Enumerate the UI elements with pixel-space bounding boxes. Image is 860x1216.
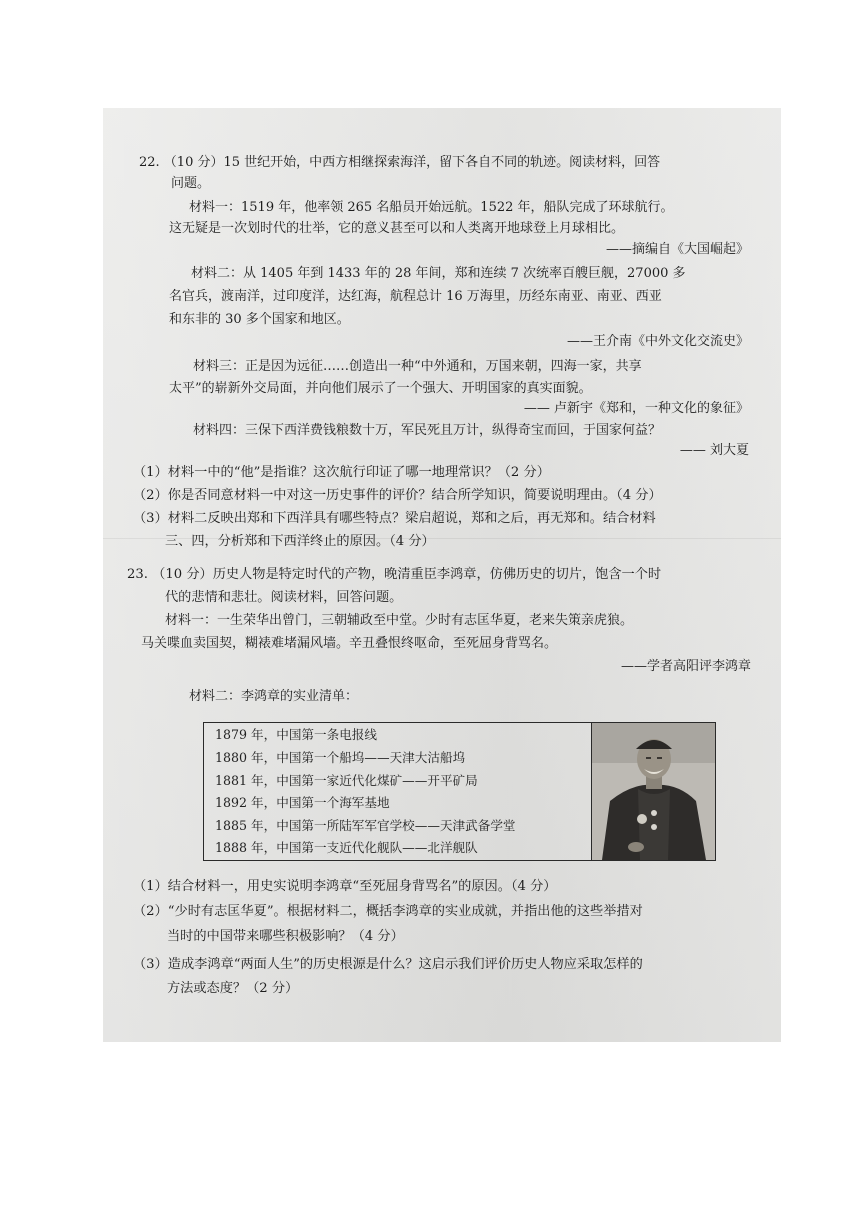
q22-material3-line2: 太平”的崭新外交局面，并向他们展示了一个强大、开明国家的真实面貌。 [169, 381, 592, 396]
industry-row: 1881 年，中国第一家近代化煤矿——开平矿局 [215, 773, 478, 788]
q22-material2-line2: 名官兵，渡南洋，过印度洋，达红海，航程总计 16 万海里，历经东南亚、南亚、西亚 [169, 289, 662, 304]
q23-material1-line1: 材料一：一生荣华出曾门，三朝辅政至中堂。少时有志匡华夏，老来失策亲虎狼。 [165, 613, 634, 628]
q22-subquestion-3-line2: 三、四，分析郑和下西洋终止的原因。（4 分） [165, 534, 435, 549]
industry-row: 1892 年，中国第一个海军基地 [215, 795, 390, 810]
q23-stem-cont: 代的悲情和悲壮。阅读材料，回答问题。 [165, 590, 403, 605]
q23-subquestion-3-line2: 方法或态度？（2 分） [167, 981, 299, 996]
q22-material3-source: —— 卢新宇《郑和，一种文化的象征》 [523, 401, 749, 416]
q22-material4-line1: 材料四：三保下西洋费钱粮数十万，军民死且万计，纵得奇宝而回，于国家何益？ [193, 423, 662, 438]
q22-material4-source: —— 刘大夏 [679, 443, 749, 458]
q22-subquestion-3-line1: （3）材料二反映出郑和下西洋具有哪些特点？梁启超说，郑和之后，再无郑和。结合材料 [133, 511, 656, 526]
q23-subquestion-2-line2: 当时的中国带来哪些积极影响？（4 分） [167, 929, 404, 944]
q22-material2-line3: 和东非的 30 多个国家和地区。 [169, 312, 350, 327]
q22-material3-line1: 材料三：正是因为远征……创造出一种“中外通和，万国来朝，四海一家，共享 [193, 359, 642, 374]
q23-stem: 23. （10 分）历史人物是特定时代的产物，晚清重臣李鸿章，仿佛历史的切片，饱含一个时 [127, 567, 662, 582]
industry-row: 1885 年，中国第一所陆军军官学校——天津武备学堂 [215, 818, 516, 833]
industry-row: 1879 年，中国第一条电报线 [215, 727, 377, 742]
industry-row: 1888 年，中国第一支近代化舰队——北洋舰队 [215, 840, 478, 855]
q23-material1-source: ——学者高阳评李鸿章 [620, 659, 751, 674]
q22-material1-line1: 材料一：1519 年，他率领 265 名船员开始远航。1522 年，船队完成了环球航行。 [189, 200, 674, 215]
q22-subquestion-2: （2）你是否同意材料一中对这一历史事件的评价？结合所学知识，简要说明理由。（4 分） [133, 488, 662, 503]
q23-subquestion-3-line1: （3）造成李鸿章“两面人生”的历史根源是什么？这启示我们评价历史人物应采取怎样的 [133, 957, 643, 972]
q23-subquestion-2-line1: （2）“少时有志匡华夏”。根据材料二，概括李鸿章的实业成就，并指出他的这些举措对 [133, 904, 643, 919]
industry-row: 1880 年，中国第一个船坞——天津大沽船坞 [215, 750, 466, 765]
industry-list-table [203, 722, 716, 861]
q23-subquestion-1: （1）结合材料一，用史实说明李鸿章“至死屈身背骂名”的原因。（4 分） [133, 879, 557, 894]
q22-material1-source: ——摘编自《大国崛起》 [605, 242, 749, 257]
portrait-figure-icon [592, 723, 715, 860]
li-hongzhang-portrait [591, 723, 715, 860]
q23-material2-title: 材料二：李鸿章的实业清单： [189, 689, 359, 704]
q22-material2-source: ——王介南《中外文化交流史》 [566, 334, 749, 349]
q22-material2-line1: 材料二：从 1405 年到 1433 年的 28 年间，郑和连续 7 次统率百艘巨舰，27000 多 [191, 266, 686, 281]
q22-stem-cont: 问题。 [171, 176, 211, 191]
q22-material1-line2: 这无疑是一次划时代的壮举，它的意义甚至可以和人类离开地球登上月球相比。 [169, 221, 625, 236]
q23-material1-line2: 马关喋血卖国契，糊裱难堵漏风墙。辛丑叠恨终呕命，至死屈身背骂名。 [141, 636, 558, 651]
exam-paper-sheet [103, 108, 781, 1042]
q22-stem: 22. （10 分）15 世纪开始，中西方相继探索海洋，留下各自不同的轨迹。阅读材料，回答 [139, 155, 661, 170]
q22-subquestion-1: （1）材料一中的“他”是指谁？这次航行印证了哪一地理常识？（2 分） [133, 465, 550, 480]
